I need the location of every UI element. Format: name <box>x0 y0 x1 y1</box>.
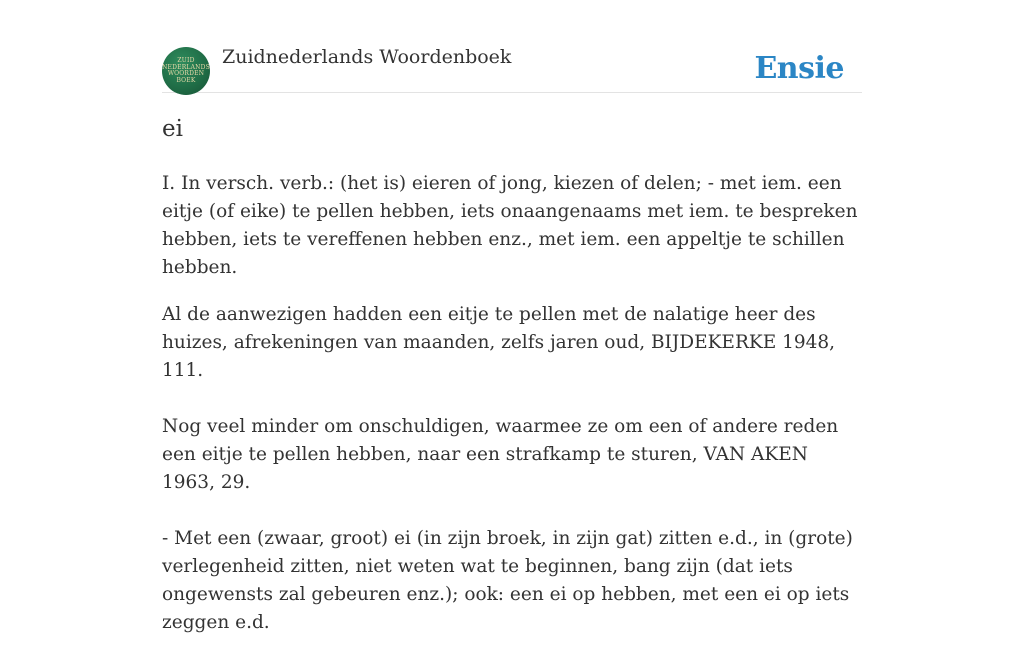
citation-paragraph: Nog veel minder om onschuldigen, waarmee ze om een of andere reden een eitje te pellen hebben, naar een strafkamp te sturen, VAN AKEN 1963, 29. <box>162 416 839 493</box>
logo-line-1: ZUID <box>177 57 195 64</box>
site-logo[interactable] <box>162 47 210 95</box>
page <box>162 0 862 633</box>
definition-paragraph: - Met een (zwaar, groot) ei (in zijn broek, in zijn gat) zitten e.d., in (grote) verlegenheid zitten, niet weten wat te beginnen, bang zijn (dat iets ongewensts zal gebeuren enz.); ook: een ei op hebben, met een ei op iets zeggen e.d. <box>162 528 853 633</box>
brand-logo-link[interactable]: Ensie <box>754 51 844 86</box>
definition-paragraph: I. In versch. verb.: (het is) eieren of jong, kiezen of delen; - met iem. een eitje (of eike) te pellen hebben, iets onaangenaams met iem. te bespreken hebben, iets te vereffenen hebben enz., met iem. een appeltje te schillen hebben. <box>162 173 858 278</box>
entry-definition <box>162 170 862 656</box>
citation-paragraph: Al de aanwezigen hadden een eitje te pellen met de nalatige heer des huizes, afrekeningen van maanden, zelfs jaren oud, BIJDEKERKE 1948, 111. <box>162 304 836 381</box>
header <box>162 0 862 93</box>
logo-line-4: BOEK <box>176 76 196 84</box>
site-name-link[interactable]: Zuidnederlands Woordenboek <box>222 46 512 68</box>
entry-headword: ei <box>162 116 183 142</box>
logo-line-2: NEDERLANDS <box>162 63 210 71</box>
logo-line-3: WOORDEN <box>167 70 205 77</box>
